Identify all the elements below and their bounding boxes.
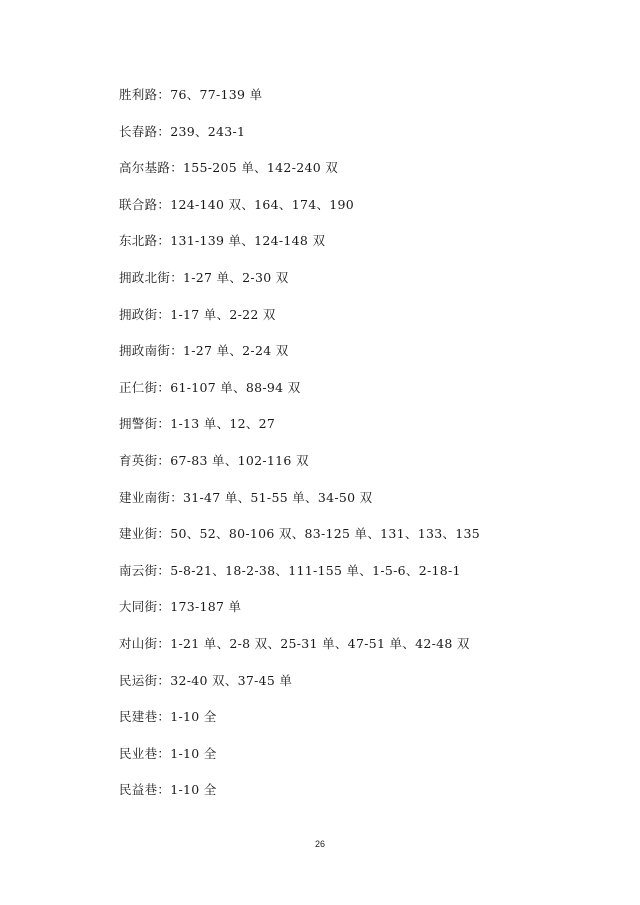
street-name: 育英街 bbox=[119, 452, 158, 468]
street-line bbox=[119, 157, 619, 194]
street-line bbox=[119, 743, 619, 780]
street-line bbox=[119, 596, 619, 633]
separator: ： bbox=[157, 379, 171, 395]
street-line bbox=[119, 560, 619, 597]
street-name: 大同街 bbox=[119, 599, 158, 615]
separator: ： bbox=[157, 123, 171, 139]
house-numbers: 61-107 单、88-94 双 bbox=[170, 379, 301, 395]
house-numbers: 239、243-1 bbox=[170, 123, 246, 139]
house-numbers: 173-187 单 bbox=[170, 599, 242, 615]
street-line bbox=[119, 230, 619, 267]
street-name: 东北路 bbox=[119, 233, 158, 249]
street-name: 胜利路 bbox=[119, 87, 158, 102]
separator: ： bbox=[157, 452, 171, 468]
house-numbers: 1-17 单、2-22 双 bbox=[170, 306, 276, 322]
street-line bbox=[119, 377, 619, 414]
street-line bbox=[119, 413, 619, 450]
street-line bbox=[119, 340, 619, 377]
house-numbers: 155-205 单、142-240 双 bbox=[183, 160, 339, 176]
house-numbers: 32-40 双、37-45 单 bbox=[170, 672, 293, 688]
page-number: 26 bbox=[314, 839, 325, 849]
street-name: 拥政南街 bbox=[119, 343, 171, 359]
separator: ： bbox=[157, 782, 171, 798]
street-line bbox=[119, 121, 619, 158]
separator: ： bbox=[157, 416, 171, 432]
street-line bbox=[119, 450, 619, 487]
street-name: 民运街 bbox=[119, 672, 158, 688]
street-line bbox=[119, 304, 619, 341]
street-name: 民建巷 bbox=[119, 709, 158, 725]
street-name: 联合路 bbox=[119, 196, 158, 212]
street-line bbox=[119, 523, 619, 560]
street-name: 民益巷 bbox=[119, 782, 158, 798]
separator: ： bbox=[157, 306, 171, 322]
separator: ： bbox=[157, 87, 171, 102]
separator: ： bbox=[157, 526, 171, 542]
house-numbers: 124-140 双、164、174、190 bbox=[170, 196, 355, 212]
house-numbers: 76、77-139 单 bbox=[170, 87, 263, 102]
street-name: 拥警街 bbox=[119, 416, 158, 432]
street-name: 拥政街 bbox=[119, 306, 158, 322]
separator: ： bbox=[170, 489, 184, 505]
street-name: 民业巷 bbox=[119, 745, 158, 761]
house-numbers: 50、52、80-106 双、83-125 单、131、133、135 bbox=[170, 526, 481, 542]
house-numbers: 67-83 单、102-116 双 bbox=[170, 452, 309, 468]
street-name: 建业街 bbox=[119, 526, 158, 542]
house-numbers: 1-13 单、12、27 bbox=[170, 416, 276, 432]
separator: ： bbox=[157, 562, 171, 578]
street-line bbox=[119, 633, 619, 670]
street-line bbox=[119, 706, 619, 743]
house-numbers: 1-10 全 bbox=[170, 709, 217, 725]
street-name: 拥政北街 bbox=[119, 269, 171, 285]
house-numbers: 1-10 全 bbox=[170, 745, 217, 761]
separator: ： bbox=[157, 709, 171, 725]
separator: ： bbox=[170, 269, 184, 285]
house-numbers: 31-47 单、51-55 单、34-50 双 bbox=[183, 489, 373, 505]
separator: ： bbox=[170, 343, 184, 359]
street-list bbox=[119, 84, 619, 816]
separator: ： bbox=[157, 745, 171, 761]
street-name: 高尔基路 bbox=[119, 160, 171, 176]
street-name: 对山街 bbox=[119, 635, 158, 651]
separator: ： bbox=[157, 599, 171, 615]
street-name: 长春路 bbox=[119, 123, 158, 139]
street-line bbox=[119, 267, 619, 304]
separator: ： bbox=[157, 672, 171, 688]
street-line bbox=[119, 670, 619, 707]
separator: ： bbox=[157, 233, 171, 249]
separator: ： bbox=[157, 196, 171, 212]
separator: ： bbox=[157, 635, 171, 651]
street-line bbox=[119, 84, 619, 121]
house-numbers: 1-10 全 bbox=[170, 782, 217, 798]
separator: ： bbox=[170, 160, 184, 176]
street-name: 正仁街 bbox=[119, 379, 158, 395]
street-name: 南云街 bbox=[119, 562, 158, 578]
street-name: 建业南街 bbox=[119, 489, 171, 505]
street-line bbox=[119, 779, 619, 816]
house-numbers: 5-8-21、18-2-38、111-155 单、1-5-6、2-18-1 bbox=[170, 562, 461, 578]
street-line bbox=[119, 194, 619, 231]
house-numbers: 131-139 单、124-148 双 bbox=[170, 233, 326, 249]
house-numbers: 1-27 单、2-24 双 bbox=[183, 343, 289, 359]
house-numbers: 1-27 单、2-30 双 bbox=[183, 269, 289, 285]
street-line bbox=[119, 487, 619, 524]
house-numbers: 1-21 单、2-8 双、25-31 单、47-51 单、42-48 双 bbox=[170, 635, 470, 651]
